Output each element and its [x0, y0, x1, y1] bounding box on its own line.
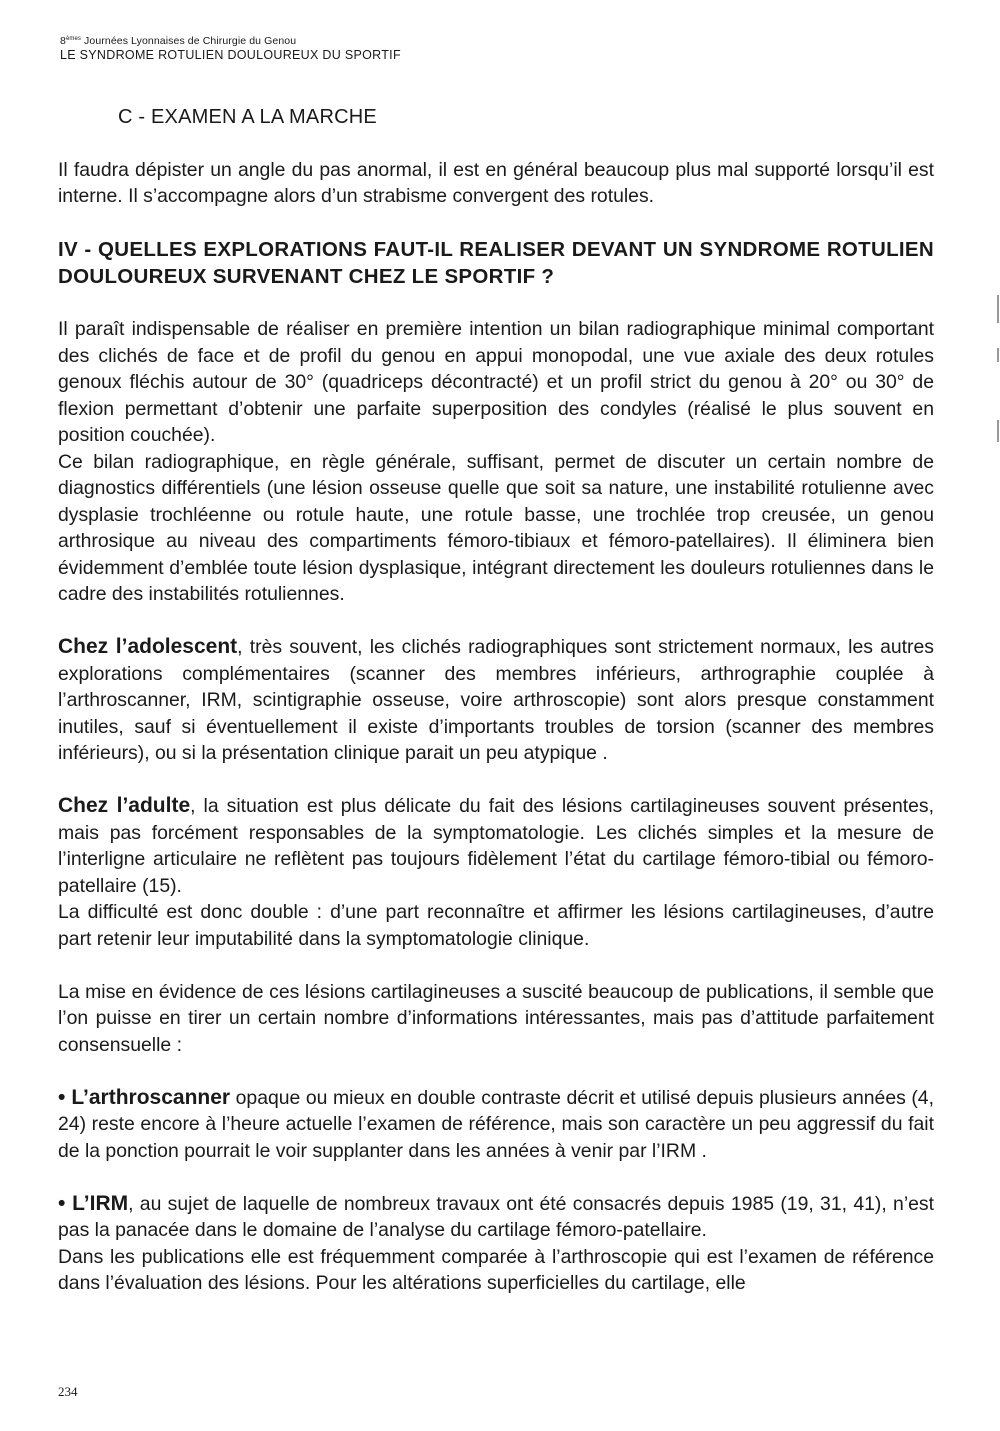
paragraph-marche: Il faudra dépister un angle du pas anormal, il est en général beaucoup plus mal supporté lorsqu’il est interne. Il s’accompagne alors d’un strabisme convergent des rotules. — [58, 158, 934, 207]
spacer — [58, 1164, 934, 1191]
lead-adulte: Chez l’adulte — [58, 794, 191, 817]
scan-edge-mark — [997, 295, 999, 323]
spacer — [58, 767, 934, 794]
paragraph-difficulte: La difficulté est donc double : d’une part reconnaître et affirmer les lésions cartilagineuses, d’autre part retenir leur imputabilité dans la symptomatologie clinique. — [58, 901, 934, 950]
section-heading-iv: IV - QUELLES EXPLORATIONS FAUT-IL REALISER DEVANT UN SYNDROME ROTULIEN DOULOUREUX SURVENANT CHEZ LE SPORTIF ? — [58, 238, 934, 288]
subsection-heading-c: C - EXAMEN A LA MARCHE — [118, 106, 377, 128]
text-adolescent: , très souvent, les clichés radiographiques sont strictement normaux, les autres explorations complémentaires (scanner des membres inférieurs, arthrographie couplée à l’arthroscanner, IRM, scintigraphie osseuse, voire arthroscopie) sont alors presque constamment inutiles, sauf si éventuellement il existe d’importants troubles de torsion (scanner des membres inférieurs), ou si la présentation clinique parait un peu atypique . — [58, 636, 934, 764]
lead-arthroscanner: • L’arthroscanner — [58, 1085, 231, 1109]
paragraph-mise-en-evidence: La mise en évidence de ces lésions cartilagineuses a suscité beaucoup de publications, il semble que l’on puisse en tirer un certain nombre d’informations intéressantes, mais pas d’attitude parfaitement consensuelle : — [58, 980, 934, 1056]
paragraph-adulte — [58, 793, 934, 899]
edition-suffix: èmes — [65, 36, 82, 42]
spacer — [58, 608, 934, 635]
conference-name: Journées Lyonnaises de Chirurgie du Genou — [81, 35, 297, 47]
paragraph-irm-publications: Dans les publications elle est fréquemment comparée à l’arthroscopie qui est l’examen de référence dans l’évaluation des lésions. Pour les altérations superficielles du cartilage, elle — [58, 1245, 934, 1294]
lead-adolescent: Chez l’adolescent — [58, 635, 238, 658]
edition-number: 8 — [60, 35, 66, 47]
paragraph-arthroscanner — [58, 1085, 934, 1165]
main-content — [58, 104, 934, 1297]
paragraph-bilan: Il paraît indispensable de réaliser en première intention un bilan radiographique minimal comportant des clichés de face et de profil du genou en appui monopodal, une vue axiale des deux rotules genoux fléchis autour de 30° (quadriceps décontracté) et un profil strict du genou à 20° ou 30° de flexion permettant d’obtenir une parfaite superposition des condyles (réalisé le plus souvent en position couchée). — [58, 318, 934, 446]
scan-edge-mark — [997, 348, 999, 362]
spacer — [58, 1058, 934, 1085]
spacer — [58, 952, 934, 979]
paragraph-diagnostics: Ce bilan radiographique, en règle générale, suffisant, permet de discuter un certain nombre de diagnostics différentiels (une lésion osseuse quelle que soit sa nature, une instabilité rotulienne avec dysplasie trochléenne ou rotule haute, une rotule basse, une trochlée trop creusée, un genou arthrosique au niveau des compartiments fémoro-tibiaux et fémoro-patellaires). Il éliminera bien évidemment d’emblée toute lésion dysplasique, intégrant directement les douleurs rotuliennes dans le cadre des instabilités rotuliennes. — [58, 450, 934, 605]
spacer — [58, 210, 934, 237]
text-irm: , au sujet de laquelle de nombreux travaux ont été consacrés depuis 1985 (19, 31, 41), n’est pas la panacée dans le domaine de l’analyse du cartilage fémoro-patellaire. — [58, 1192, 934, 1241]
lead-irm: • L’IRM — [58, 1191, 129, 1215]
text-arthroscanner: opaque ou mieux en double contraste décrit et utilisé depuis plusieurs années (4, 24) reste encore à l’heure actuelle l’examen de référence, mais son caractère un peu aggressif du fait de la ponction pourrait le voir supplanter dans les années à venir par l’IRM . — [58, 1086, 934, 1162]
conference-title — [60, 36, 401, 48]
book-title: LE SYNDROME ROTULIEN DOULOUREUX DU SPORTIF — [60, 47, 401, 62]
paragraph-irm — [58, 1191, 934, 1244]
text-adulte: , la situation est plus délicate du fait des lésions cartilagineuses souvent présentes, mais pas forcément responsables de la symptomatologie. Les clichés simples et la mesure de l’interligne articulaire ne reflètent pas toujours fidèlement l’état du cartilage fémoro-tibial ou fémoro-patellaire (15). — [58, 795, 934, 897]
page-number: 234 — [58, 1384, 78, 1399]
scan-edge-mark — [997, 420, 999, 442]
paragraph-adolescent — [58, 634, 934, 767]
running-header — [60, 36, 401, 62]
